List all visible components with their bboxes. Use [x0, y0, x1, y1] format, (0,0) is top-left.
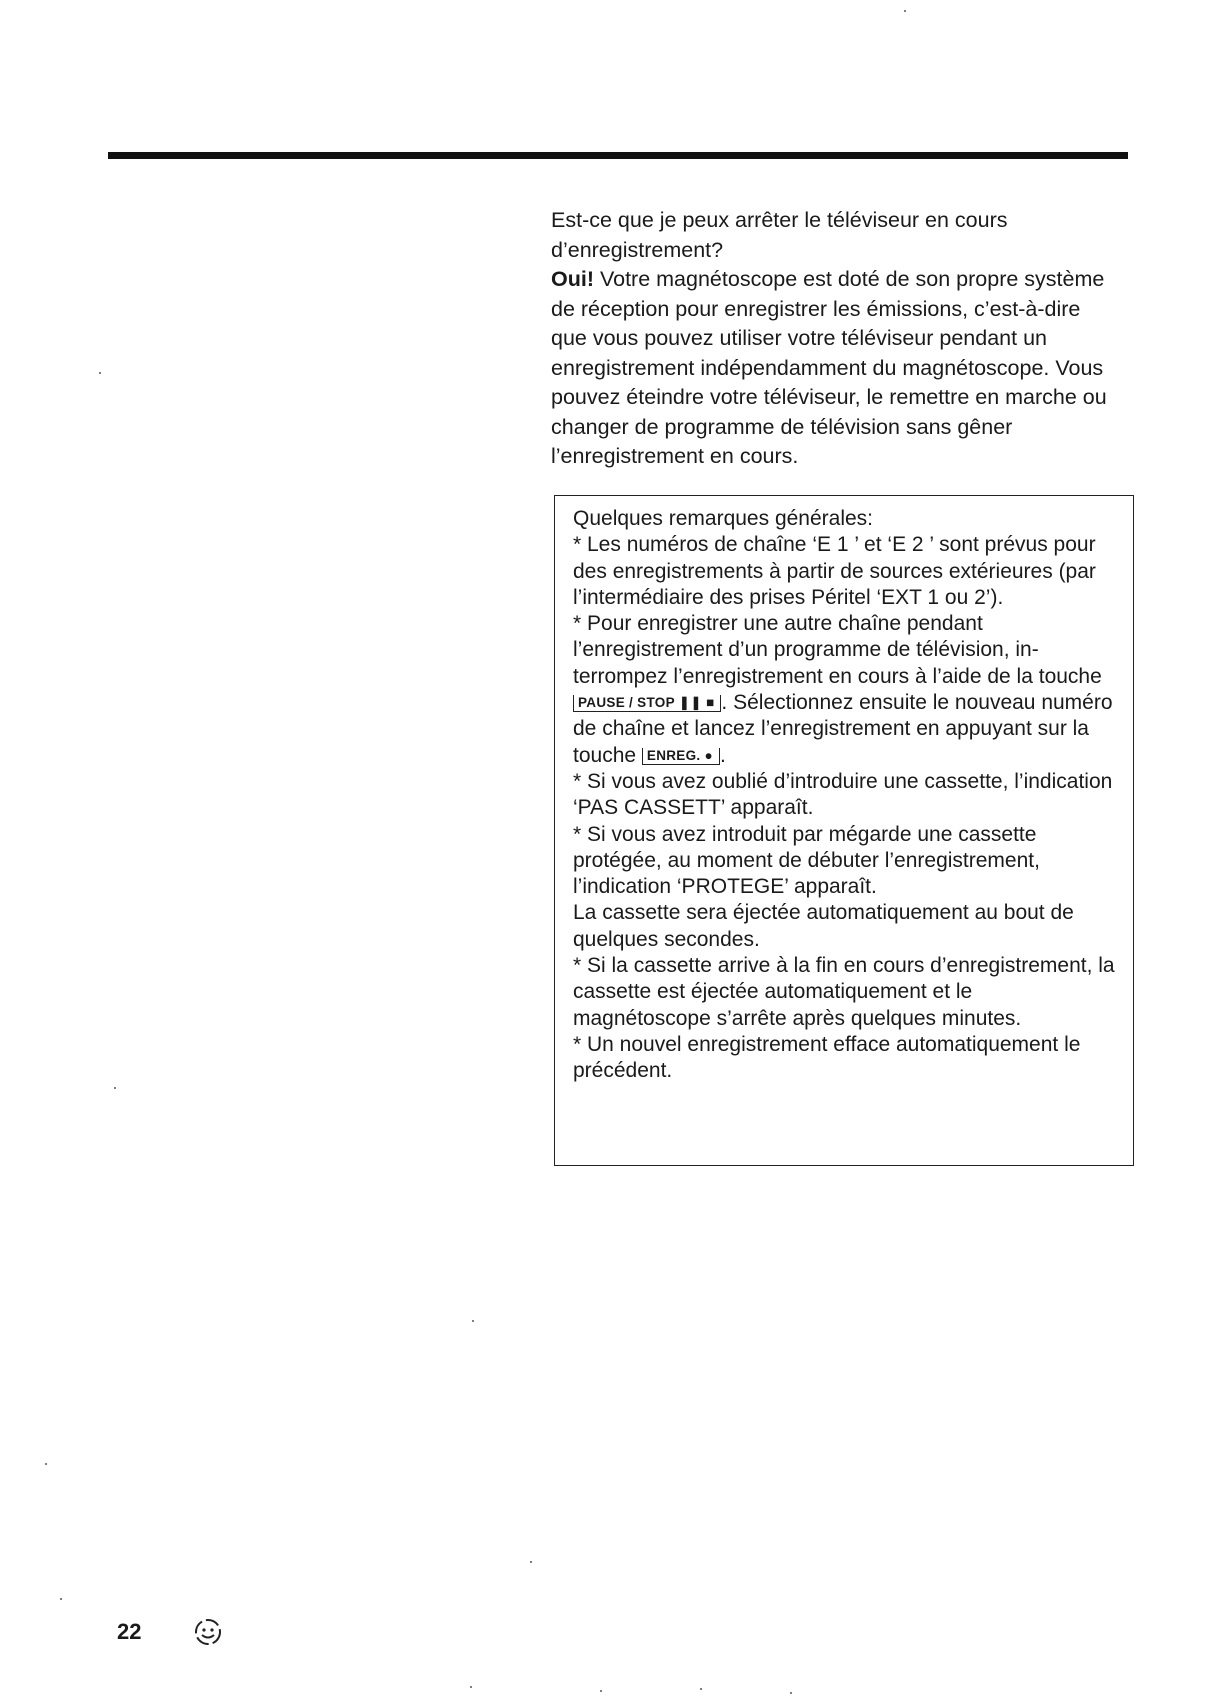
remark-item-channels: * Les numéros de chaîne ‘E 1 ’ et ‘E 2 ’ sont prévus pour des enregistrements à partir de sources extérieures (par l’intermédiaire des prises Péritel ‘EXT 1 ou 2’). [573, 533, 1096, 609]
remarks-heading: Quelques remarques générales: [573, 507, 874, 530]
page-number: 22 [117, 1619, 142, 1644]
intro-answer [551, 265, 1121, 472]
enreg-key: ENREG. ● [642, 748, 720, 765]
remarks-box [554, 495, 1134, 1166]
scan-speck [114, 1087, 116, 1089]
remark-item-eject: La cassette sera éjectée automatiquement au bout de quelques secondes. [573, 901, 1074, 951]
remark-text: * Pour enregistrer une autre chaîne pendant l’enregistrement d’un programme de télévision, interrompez l’enregistrement en cours à l’aide de la touche [573, 612, 1102, 688]
remark-item-pause [573, 611, 1115, 769]
remark-text: . Sélectionnez ensuite le nouveau numéro de chaîne et lancez l’enregistrement en appuyant sur la touche [573, 691, 1113, 767]
face-icon [191, 1615, 225, 1649]
scan-speck [530, 1561, 532, 1563]
scan-speck [904, 10, 906, 12]
remark-item-no-cassette: * Si vous avez oublié d’introduire une cassette, l’indication ‘PAS CASSETT’ apparaît. [573, 769, 1113, 820]
scan-speck [45, 1463, 47, 1465]
remark-item-end-of-tape: * Si la cassette arrive à la fin en cours d’enregistrement, la cassette est éjectée automatiquement et le magnétoscope s’arrête après quelques minutes. [573, 954, 1115, 1030]
answer-lead: Oui! [551, 267, 594, 291]
remark-text: . [719, 743, 726, 767]
scan-speck [700, 1688, 702, 1690]
scan-speck [790, 1692, 792, 1694]
scan-speck [470, 1686, 472, 1688]
pause-stop-key: PAUSE / STOP ❚❚ ■ [573, 695, 721, 712]
remark-item-protected: * Si vous avez introduit par mégarde une cassette protégée, au moment de débuter l’enregistrement, l’indication ‘PROTEGE’ apparaît. [573, 822, 1040, 899]
scan-speck [60, 1598, 62, 1600]
scan-speck [99, 372, 101, 374]
answer-text: Votre magnétoscope est doté de son propre système de réception pour enregistrer les émissions, c’est-à-dire que vous pouvez utiliser votre téléviseur pendant un enregistrement indépendamment du magnétoscope. Vous pouvez éteindre votre téléviseur, le remettre en marche ou changer de programme de télévision sans gêner l’enregistrement en cours. [551, 267, 1107, 468]
scan-speck [600, 1690, 602, 1692]
intro-question: Est-ce que je peux arrêter le téléviseur en cours d’enregistrement? [551, 208, 1008, 262]
scan-speck [472, 1320, 474, 1322]
top-rule [108, 152, 1128, 159]
remark-item-overwrite: * Un nouvel enregistrement efface automatiquement le précédent. [573, 1032, 1081, 1083]
intro-section [551, 206, 1121, 472]
